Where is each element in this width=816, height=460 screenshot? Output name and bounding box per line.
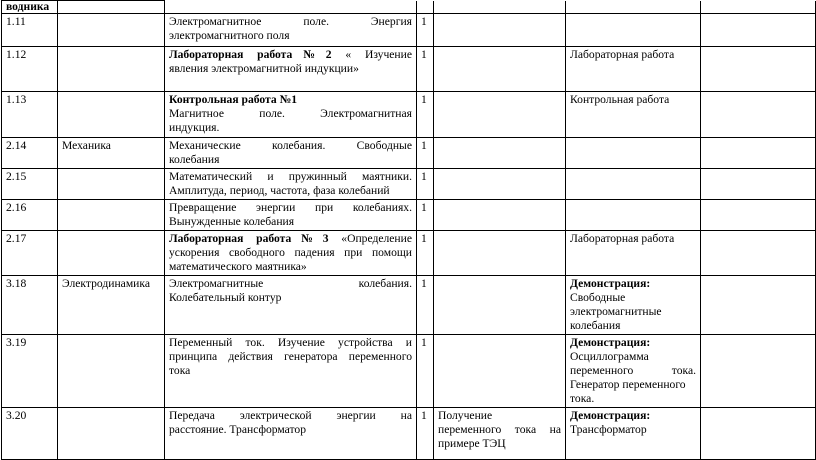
- lesson-hours: 1: [417, 200, 434, 231]
- lesson-hours: 1: [417, 92, 434, 138]
- lab-cell: Лабораторная работа: [566, 231, 701, 276]
- table-row: [2, 408, 816, 460]
- experiment-cell: [434, 231, 566, 276]
- experiment-cell: [434, 169, 566, 200]
- section-cell: Механика: [58, 138, 165, 169]
- section-cell: [58, 335, 165, 408]
- lab-cell: [566, 138, 701, 169]
- lesson-number: 2.15: [2, 169, 58, 200]
- lesson-number: 3.18: [2, 276, 58, 335]
- lesson-number: 2.17: [2, 231, 58, 276]
- section-cell: [58, 231, 165, 276]
- lesson-topic: Лабораторная работа№3 «Определение ускорения свободного падения при помощи математического маятника»: [165, 231, 417, 276]
- lesson-hours: 1: [417, 138, 434, 169]
- table-row: [2, 47, 816, 92]
- experiment-cell: [434, 47, 566, 92]
- lesson-topic: Контрольная работа №1 Магнитное поле. Электромагнитная индукция.: [165, 92, 417, 138]
- section-cell: [58, 47, 165, 92]
- lesson-hours: 1: [417, 47, 434, 92]
- lab-cell: Контрольная работа: [566, 92, 701, 138]
- table-row: [2, 138, 816, 169]
- table-row: [2, 276, 816, 335]
- table-row: [2, 14, 816, 47]
- section-cell: [58, 92, 165, 138]
- lesson-topic: Электромагнитное поле. Энергия электромагнитного поля: [165, 14, 417, 47]
- lab-cell: Демонстрация: Трансформатор: [566, 408, 701, 460]
- section-cell: [58, 169, 165, 200]
- experiment-cell: Получение переменного тока на примере ТЭЦ: [434, 408, 566, 460]
- lesson-plan-table: [1, 0, 816, 460]
- table-row: [2, 92, 816, 138]
- lab-cell: [566, 14, 701, 47]
- section-cell: [58, 200, 165, 231]
- experiment-cell: [434, 276, 566, 335]
- header-fragment: водника: [2, 1, 58, 14]
- lab-cell: Демонстрация: Свободные электромагнитные колебания: [566, 276, 701, 335]
- lesson-topic: Механические колебания. Свободные колебания: [165, 138, 417, 169]
- table-row: [2, 231, 816, 276]
- lesson-number: 1.11: [2, 14, 58, 47]
- experiment-cell: [434, 138, 566, 169]
- table-row: [2, 200, 816, 231]
- lesson-number: 1.13: [2, 92, 58, 138]
- lesson-hours: 1: [417, 335, 434, 408]
- lesson-hours: 1: [417, 169, 434, 200]
- lesson-topic: Переменный ток. Изучение устройства и принципа действия генератора переменного тока: [165, 335, 417, 408]
- lab-cell: [566, 169, 701, 200]
- lesson-topic: Передача электрической энергии на расстояние. Трансформатор: [165, 408, 417, 460]
- lesson-hours: 1: [417, 408, 434, 460]
- lesson-hours: 1: [417, 14, 434, 47]
- lesson-topic: Электромагнитные колебания. Колебательный контур: [165, 276, 417, 335]
- table-row: [2, 335, 816, 408]
- lesson-number: 3.19: [2, 335, 58, 408]
- lab-cell: Демонстрация: Осциллограмма переменного тока. Генератор переменного тока.: [566, 335, 701, 408]
- lesson-topic: Превращение энергии при колебаниях. Вынужденные колебания: [165, 200, 417, 231]
- lesson-hours: 1: [417, 276, 434, 335]
- lesson-number: 2.16: [2, 200, 58, 231]
- lesson-number: 2.14: [2, 138, 58, 169]
- table-row: [2, 169, 816, 200]
- lab-cell: Лабораторная работа: [566, 47, 701, 92]
- experiment-cell: [434, 200, 566, 231]
- table-row: [2, 1, 816, 14]
- experiment-cell: [434, 92, 566, 138]
- experiment-cell: [434, 335, 566, 408]
- lesson-topic: Лабораторная работа№2 « Изучение явления электромагнитной индукции»: [165, 47, 417, 92]
- lesson-topic: Математический и пружинный маятники. Амплитуда, период, частота, фаза колебаний: [165, 169, 417, 200]
- section-cell: Электродинамика: [58, 276, 165, 335]
- section-cell: [58, 408, 165, 460]
- lesson-number: 3.20: [2, 408, 58, 460]
- lab-cell: [566, 200, 701, 231]
- section-cell: [58, 14, 165, 47]
- experiment-cell: [434, 14, 566, 47]
- lesson-hours: 1: [417, 231, 434, 276]
- lesson-number: 1.12: [2, 47, 58, 92]
